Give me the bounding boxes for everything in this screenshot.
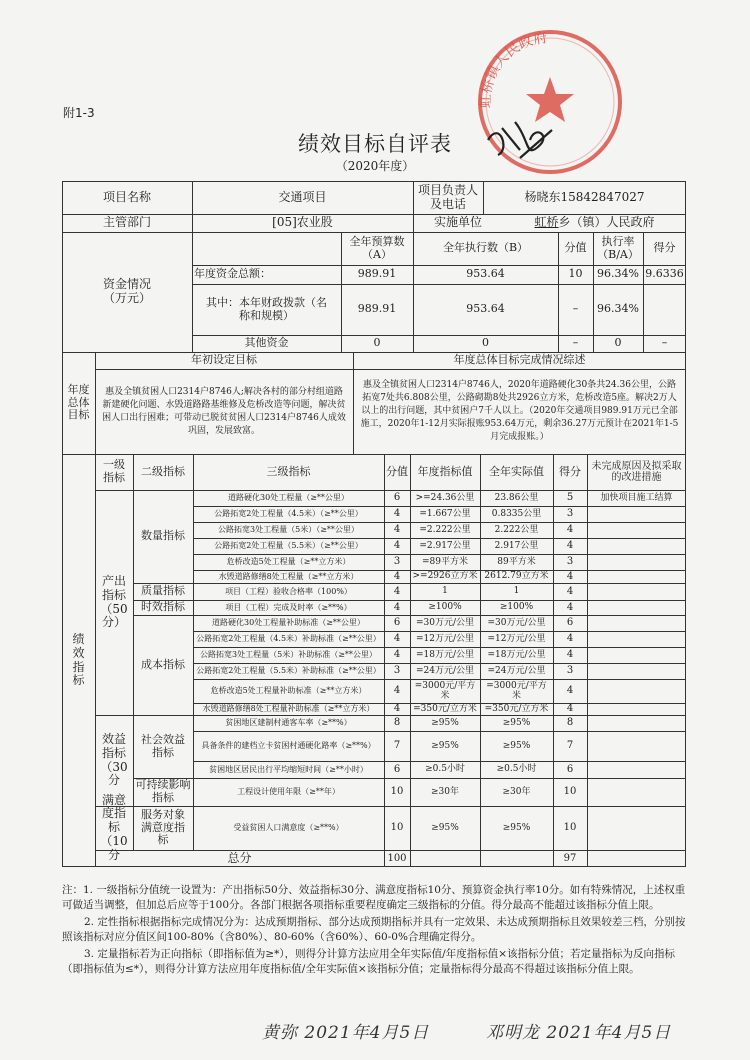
indicator-name: 公路拓宽2处工程量（4.5米）补助标准（≥**公里） [196, 634, 381, 644]
indicator-target: >=24.36公里 [415, 492, 475, 503]
indicator-score: 8 [393, 717, 401, 729]
indicator-actual: 2.222公里 [494, 524, 539, 535]
indicator-score: 4 [393, 685, 401, 697]
indicator-score: 4 [393, 649, 401, 661]
dept-label: 主管部门 [102, 215, 151, 230]
indicator-target: =30万元/公里 [415, 617, 475, 628]
l1-output: 产出指标（50分） [100, 573, 128, 630]
impl-suffix: 乡（镇）人民政府 [558, 215, 655, 230]
indicator-name: 公路拓宽3处工程量（5米）（≥**公里） [218, 525, 359, 535]
indicator-reason [587, 583, 686, 600]
indicator-target: =2.917公里 [419, 540, 471, 551]
indicator-name: 危桥改造5处工程量（≥**立方米） [226, 557, 351, 567]
col-perf-got: 得分 [559, 464, 581, 478]
funds-row-name: 年度资金总额： [194, 267, 271, 281]
goals-label: 年度总体目标 [67, 383, 90, 422]
indicator-target: =18万元/公里 [415, 649, 475, 660]
col-perf-score: 分值 [386, 464, 408, 478]
indicator-target: ≥95% [431, 740, 459, 751]
responsible-value: 杨晓东15842847027 [524, 189, 645, 204]
col-exec: 全年执行数（B） [442, 241, 529, 255]
indicator-got: 8 [566, 717, 574, 729]
indicator-name: 道路硬化30处工程量（≥**公里） [228, 493, 349, 503]
indicator-actual: =30万元/公里 [487, 617, 546, 628]
indicator-actual: =350元/立方米 [484, 703, 549, 714]
indicator-name: 水毁道路修缮8处工程量（≥**立方米） [218, 571, 359, 581]
indicator-got: 4 [566, 685, 574, 697]
signature-left: 黄弥 2021年4月5日 [262, 1023, 430, 1043]
indicator-score: 4 [393, 524, 401, 536]
indicator-name: 公路拓宽2处工程量（5.5米）补助标准（≥**公里） [196, 666, 381, 676]
indicator-got: 6 [566, 763, 574, 775]
indicator-got: 4 [566, 633, 574, 645]
funds-row-score: 10 [568, 267, 583, 281]
funds-row-got: 9.6336 [645, 267, 684, 281]
indicator-name: 公路拓宽2处工程量（4.5米）（≥**公里） [214, 509, 363, 519]
l2-social: 社会效益指标 [141, 732, 185, 759]
funds-row-score: – [572, 336, 579, 350]
l2-service-satisfaction: 服务对象满意度指标 [141, 808, 185, 847]
indicator-actual: ≥100% [499, 602, 534, 613]
l2-cost: 成本指标 [141, 657, 185, 671]
impl-label: 实施单位 [433, 215, 482, 230]
indicator-got: 3 [566, 665, 574, 677]
col-got: 得分 [653, 241, 676, 255]
indicator-score: 4 [393, 601, 401, 613]
indicator-name: 道路硬化30处工程量补助标准（≥**公里） [212, 618, 365, 628]
indicator-target: ≥100% [428, 602, 462, 613]
annex-label: 附1-3 [63, 106, 95, 120]
indicator-actual: ≥95% [502, 717, 531, 728]
indicator-target: =12万元/公里 [415, 633, 475, 644]
indicator-reason [587, 761, 686, 778]
funds-row-exec: 0 [482, 336, 489, 350]
indicator-target: ≥95% [431, 822, 459, 833]
funds-row-budget: 0 [373, 336, 381, 350]
project-name-label: 项目名称 [102, 189, 151, 204]
indicator-actual: ≥95% [502, 740, 531, 751]
col-budget: 全年预算数（A） [349, 234, 405, 261]
indicator-got: 5 [566, 492, 574, 504]
funds-row-got: – [661, 336, 668, 350]
indicator-got: 4 [566, 601, 574, 613]
indicator-score: 4 [393, 570, 401, 582]
indicator-name: 项目（工程）验收合格率（100%） [225, 586, 352, 596]
funds-row-score: – [572, 302, 579, 316]
indicator-reason [587, 731, 686, 761]
indicator-score: 7 [393, 740, 401, 752]
l1-satisfaction: 满意度指标（10分 [100, 792, 128, 862]
indicator-name: 项目（工程）完成及时率（≥**%） [225, 602, 352, 612]
funds-row-exec: 953.64 [466, 267, 505, 281]
indicator-got: 7 [566, 740, 574, 752]
indicator-score: 4 [393, 585, 401, 597]
col-l2: 二级指标 [141, 464, 185, 478]
indicator-target: ≥0.5小时 [425, 764, 465, 775]
project-name-value: 交通项目 [278, 189, 327, 204]
goals-set-label: 年初设定目标 [191, 353, 257, 367]
indicator-actual: 2.917公里 [494, 540, 539, 551]
notes [62, 883, 688, 977]
goals-set-text: 惠及全镇贫困人口2314户8746人;解决各村的部分村组道路新建硬化问题、水毁道路路基维修及危桥改造等问题，解决贫困人口出行困难；可带动已脱贫贫困人口2314户8746人成效巩固，发展致富。 [102, 386, 346, 436]
indicator-got: 3 [566, 508, 574, 520]
indicator-reason [587, 600, 686, 615]
total-score: 100 [387, 852, 407, 864]
director-signature [480, 110, 560, 170]
l2-timeliness: 时效指标 [141, 600, 185, 614]
indicator-target: ≥30年 [431, 786, 459, 797]
funds-row-name: 其他资金 [244, 336, 289, 350]
indicator-got: 10 [563, 786, 577, 798]
col-target: 年度指标值 [417, 464, 473, 478]
col-reason: 未完成原因及拟采取的改进措施 [591, 460, 682, 483]
l1-benefit: 效益指标（30分 [100, 731, 128, 788]
indicator-actual: 89平方米 [497, 556, 536, 567]
total-label: 总分 [227, 850, 252, 865]
indicator-reason [587, 554, 686, 570]
indicator-target: =1.667公里 [419, 508, 471, 519]
indicator-score: 3 [393, 556, 401, 568]
indicator-actual: 23.86公里 [494, 492, 539, 503]
l2-sustainable: 可持续影响指标 [135, 778, 191, 804]
impl-value [503, 214, 686, 232]
l2-quality: 质量指标 [141, 584, 185, 598]
indicator-actual: =18万元/公里 [487, 649, 546, 660]
indicator-target: 1 [442, 586, 448, 597]
indicator-score: 4 [393, 540, 401, 552]
indicator-score: 10 [390, 822, 404, 834]
indicator-got: 4 [566, 703, 574, 715]
indicator-actual: =24万元/公里 [487, 665, 546, 676]
indicator-reason [587, 538, 686, 554]
total-got: 97 [563, 852, 577, 864]
indicator-actual: ≥0.5小时 [496, 764, 537, 775]
indicator-got: 4 [566, 570, 574, 582]
l2-quantity: 数量指标 [141, 529, 185, 543]
indicator-actual: =3000元/平方米 [486, 680, 547, 701]
indicator-reason [587, 778, 686, 806]
indicator-target: =89平方米 [422, 556, 468, 567]
impl-name: 虹桥 [534, 215, 559, 230]
funds-row-rate: 96.34% [597, 267, 639, 281]
col-score: 分值 [564, 241, 587, 255]
indicator-actual: =12万元/公里 [487, 633, 546, 644]
indicator-reason [587, 647, 686, 663]
indicator-name: 工程设计使用年限（≥**年） [237, 787, 340, 797]
indicator-target: ≥95% [431, 717, 459, 728]
goals-done-text: 惠及全镇贫困人口2314户8746人，2020年道路硬化30条共24.36公里，公路拓宽7处共6.808公里，公路砌勘8处共2926立方米，危桥改造5座。解决2万人以上的出行问题，其中贫困户7千人以上。（2020年交通项目989.91万元已全部施工，2020年1-12月实际报账953.64万元，剩余36.27万元预计在2021年1-5月完成报账。） [360, 380, 679, 442]
indicator-reason [587, 570, 686, 583]
funds-label: 资金情况（万元） [102, 277, 151, 305]
indicator-score: 6 [393, 492, 401, 504]
indicator-reason [587, 663, 686, 679]
indicator-name: 水毁道路修缮8处工程量补助标准（≥**立方米） [202, 704, 375, 714]
indicator-target: >=2926立方米 [412, 571, 478, 582]
indicator-got: 4 [566, 540, 574, 552]
indicator-name: 公路拓宽2处工程量（5.5米）（≥**公里） [214, 541, 363, 551]
funds-row-rate: 0 [614, 336, 622, 350]
indicator-actual: 1 [513, 586, 520, 597]
col-l3: 三级指标 [266, 464, 311, 478]
indicator-reason: 加快项目施工结算 [600, 492, 673, 503]
indicator-got: 6 [566, 617, 574, 629]
indicator-target: =350元/立方米 [413, 703, 477, 714]
indicator-score: 10 [390, 786, 404, 798]
seal-text: 虹桥镇人民政府 [477, 29, 549, 109]
goals-done-label: 年度总体目标完成情况综述 [453, 353, 586, 367]
col-actual: 全年实际值 [489, 464, 544, 478]
indicator-name: 受益贫困人口满意度（≥**%） [233, 823, 344, 833]
col-l1: 一级指标 [103, 458, 125, 484]
funds-row-exec: 953.64 [466, 302, 505, 316]
note-2: 2. 定性指标根据指标完成情况分为：达成预期指标、部分达成预期指标并具有一定效果、未达成预期指标且效果较差三档，分别按照该指标对应分值区间100-80%（含80%）、80-60%（含60%）、60-0%合理确定得分。 [62, 916, 686, 943]
indicator-score: 4 [393, 633, 401, 645]
indicator-actual: 0.8335公里 [491, 508, 542, 519]
indicator-score: 4 [393, 703, 401, 715]
indicator-reason [587, 679, 686, 703]
indicator-got: 3 [566, 556, 574, 568]
indicator-reason [587, 522, 686, 538]
funds-row-rate: 96.34% [597, 302, 639, 316]
funds-row-budget: 989.91 [357, 302, 397, 316]
document-title: 绩效目标自评表 [298, 132, 452, 156]
indicator-name: 公路拓宽3处工程量（5米）补助标准（≥**公里） [200, 650, 377, 660]
indicator-reason [587, 506, 686, 522]
indicator-actual: 2612.79立方米 [484, 571, 549, 582]
indicator-target: =24万元/公里 [415, 665, 475, 676]
indicator-name: 具备条件的建档立卡贫困村通硬化路率（≥**%） [201, 741, 376, 751]
indicator-name: 贫困地区居民出行平均缩短时间（≥**小时） [209, 764, 368, 774]
indicator-actual: ≥95% [502, 822, 531, 833]
indicator-got: 4 [566, 649, 574, 661]
indicator-actual: ≥30年 [502, 786, 531, 797]
signature-right: 邓明龙 2021年4月5日 [486, 1023, 672, 1043]
indicator-reason [587, 703, 686, 715]
funds-row-got [643, 284, 686, 335]
dept-value: [05]农业股 [272, 215, 333, 230]
funds-row-name: 其中：本年财政拨款（名称和规模） [206, 295, 327, 322]
indicator-reason [587, 615, 686, 631]
perf-label: 绩效指标 [72, 631, 85, 688]
indicator-target: =2.222公里 [419, 524, 471, 535]
indicator-reason [587, 806, 686, 850]
indicator-name: 危桥改造5处工程量补助标准（≥**立方米） [210, 686, 367, 696]
indicator-got: 4 [566, 524, 574, 536]
indicator-got: 10 [563, 822, 577, 834]
indicator-name: 贫困地区建制村通客车率（≥**%） [225, 718, 352, 728]
indicator-target: =3000元/平方米 [414, 680, 476, 701]
note-1: 注：1. 一级指标分值统一设置为：产出指标50分、效益指标30分、满意度指标10分、预算资金执行率10分。如有特殊情况，上述权重可做适当调整，但加总后应等于100分。各部门根据各项指标重要程度确定三级指标的分值。得分最高不能超过该指标分值上限。 [62, 884, 686, 911]
funds-row-budget: 989.91 [357, 267, 397, 281]
responsible-label: 项目负责人及电话 [417, 182, 478, 211]
indicator-got: 4 [566, 585, 574, 597]
indicator-reason [587, 715, 686, 731]
indicator-score: 4 [393, 508, 401, 520]
indicator-score: 6 [393, 763, 401, 775]
indicator-reason [587, 631, 686, 647]
note-3: 3. 定量指标若为正向指标（即指标值为≥*），则得分计算方法应用全年实际值/年度指标值×该指标分值；若定量指标为反向指标（即指标值为≤*），则得分计算方法应用年度指标值/全年实际值×该指标分值；定量指标得分最高不得超过该指标分值上限。 [62, 948, 675, 975]
indicator-score: 6 [393, 617, 401, 629]
col-rate: 执行率（B/A） [597, 234, 639, 261]
indicator-score: 3 [393, 665, 401, 677]
document-year: （2020年度） [335, 159, 415, 173]
